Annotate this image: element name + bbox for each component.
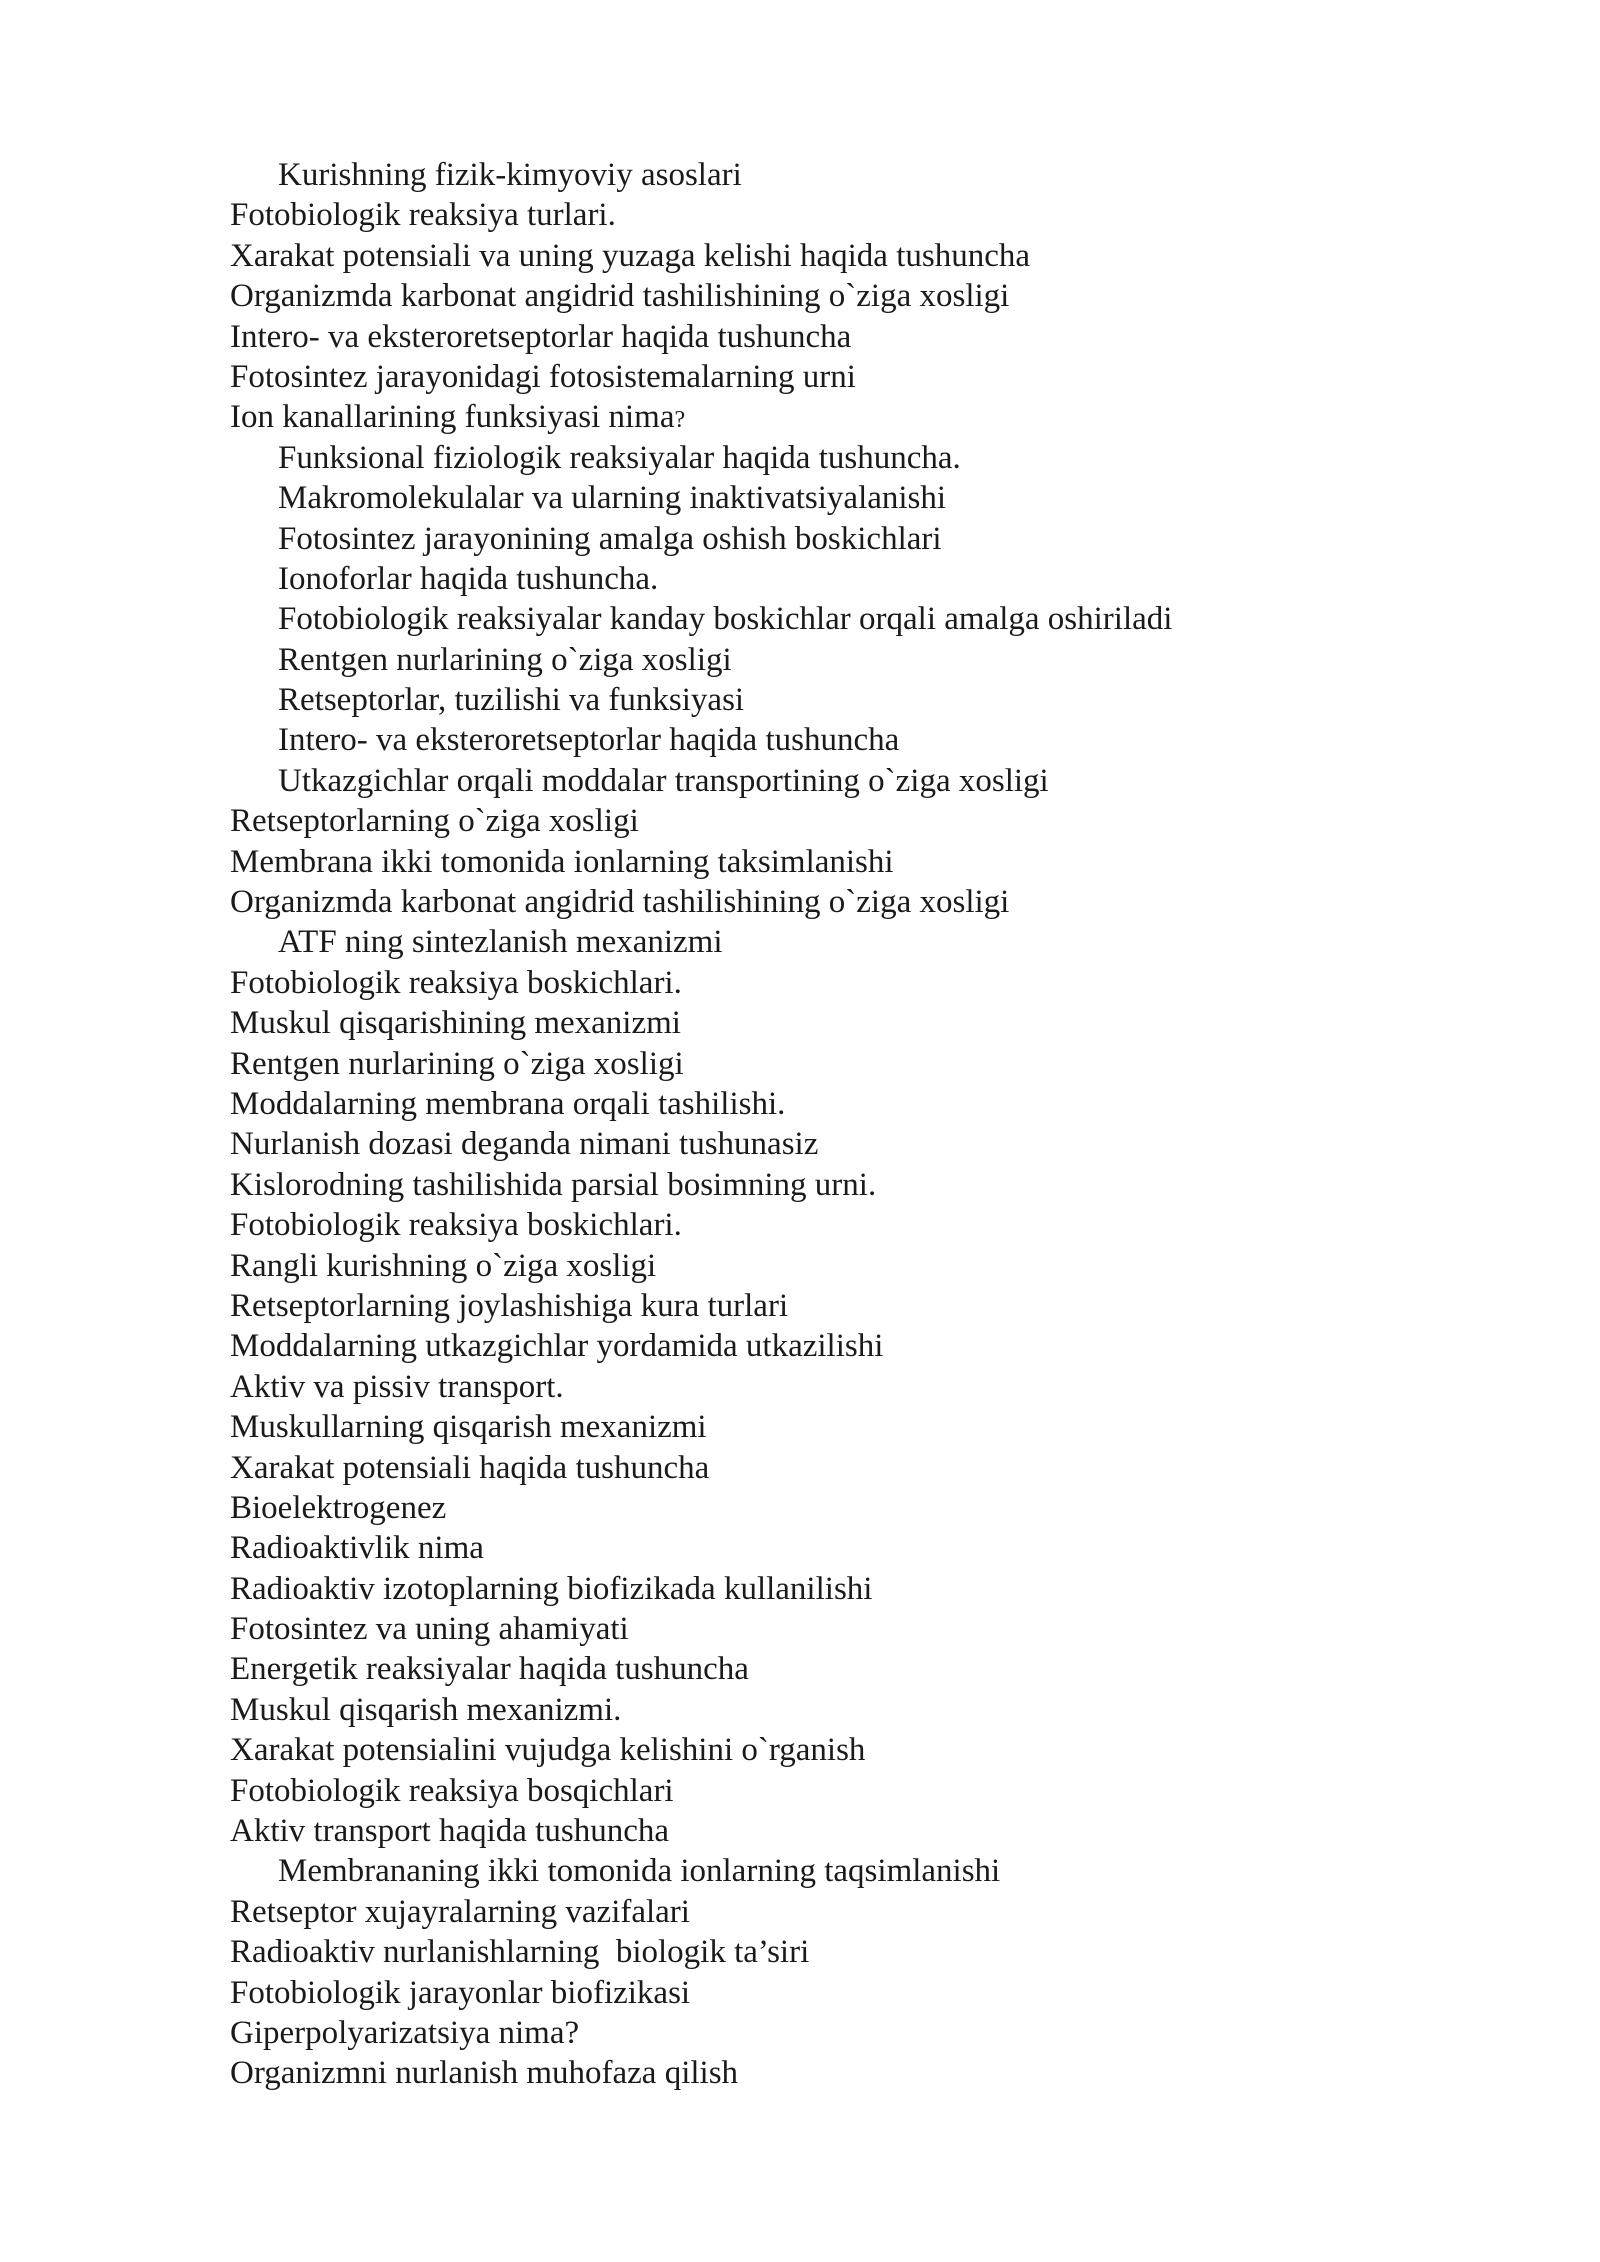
topic-text: Intero- va eksteroretseptorlar haqida tushuncha [230,318,852,355]
topic-line [230,599,1172,639]
topic-text: Retseptorlarning o`ziga xosligi [230,803,639,840]
topic-line [230,1649,1172,1689]
topic-line [230,1528,1172,1568]
topic-text: Fotobiologik reaksiyalar kanday boskichlar orqali amalga oshiriladi [278,601,1173,638]
topic-text: Rentgen nurlarining o`ziga xosligi [230,1045,684,1082]
topic-line [230,1730,1172,1770]
topic-text: Membrananing ikki tomonida ionlarning taqsimlanishi [278,1853,1001,1890]
topic-text: Radioaktivlik nima [230,1530,484,1567]
topic-line [230,276,1172,316]
topic-line [230,640,1172,680]
topic-line [230,236,1172,276]
topic-text: Fotosintez jarayonining amalga oshish boskichlari [278,520,942,557]
topic-line [230,1932,1172,1972]
topic-text: Kislorodning tashilishida parsial bosimning urni. [230,1166,877,1203]
topic-text: Kurishning fizik-kimyoviy asoslari [278,157,742,193]
topic-text: Aktiv transport haqida tushuncha [230,1813,669,1850]
topic-text: Intero- va eksteroretseptorlar haqida tushuncha [278,722,900,759]
topic-line [230,922,1172,962]
topic-line [230,1690,1172,1730]
topic-line [230,1973,1172,2013]
topic-line [230,438,1172,478]
topic-line [230,1286,1172,1326]
topic-text: Organizmda karbonat angidrid tashilishining o`ziga xosligi [230,884,1010,921]
question-mark: ? [674,407,686,434]
topic-text: Bioelektrogenez [230,1489,447,1526]
topic-line [230,963,1172,1003]
topic-line [230,155,1172,195]
topic-line [230,1326,1172,1366]
topic-line [230,519,1172,559]
topic-text: Organizmni nurlanish muhofaza qilish [230,2055,739,2092]
topic-text: Fotobiologik reaksiya boskichlari. [230,1207,682,1244]
topic-text: Organizmda karbonat angidrid tashilishining o`ziga xosligi [230,278,1010,315]
topic-line [230,1003,1172,1043]
topic-text: Fotobiologik jarayonlar biofizikasi [230,1974,691,2011]
topic-text: Makromolekulalar va ularning inaktivatsiyalanishi [278,480,947,517]
topic-text: Utkazgichlar orqali moddalar transportining o`ziga xosligi [278,762,1049,799]
topic-text: Xarakat potensiali haqida tushuncha [230,1449,710,1486]
topic-line [230,761,1172,801]
topic-text: Radioaktiv izotoplarning biofizikada kullanilishi [230,1570,873,1607]
topic-text: Xarakat potensialini vujudga kelishini o`rganish [230,1732,866,1769]
topic-line [230,720,1172,760]
topic-line [230,195,1172,235]
topic-text: Muskul qisqarish mexanizmi. [230,1691,622,1728]
topic-text: Moddalarning utkazgichlar yordamida utkazilishi [230,1328,884,1365]
topic-text: Muskul qisqarishining mexanizmi [230,1005,681,1042]
topic-text: Membrana ikki tomonida ionlarning taksimlanishi [230,843,894,880]
topic-line [230,317,1172,357]
topic-line [230,1448,1172,1488]
topic-line [230,559,1172,599]
topic-text: Rentgen nurlarining o`ziga xosligi [278,641,732,678]
topic-text: Muskullarning qisqarish mexanizmi [230,1409,707,1446]
topic-line [230,1811,1172,1851]
topic-line [230,1205,1172,1245]
topic-line [230,357,1172,397]
topic-text: Ionoforlar haqida tushuncha. [278,560,659,597]
topic-text: Fotobiologik reaksiya turlari. [230,197,616,234]
topic-text: Retseptor xujayralarning vazifalari [230,1893,690,1930]
topic-line [230,801,1172,841]
topic-line [230,2013,1172,2053]
topic-text: Funksional fiziologik reaksiyalar haqida tushuncha. [278,439,961,476]
topic-text: Ion kanallarining funksiyasi nima [230,399,675,436]
topic-text: Fotosintez va uning ahamiyati [230,1611,629,1648]
topic-list [230,155,1172,2094]
topic-line [230,1165,1172,1205]
topic-text: Retseptorlarning joylashishiga kura turlari [230,1287,789,1324]
topic-text: Fotobiologik reaksiya boskichlari. [230,964,682,1001]
topic-line [230,1488,1172,1528]
topic-text: Giperpolyarizatsiya nima? [230,2014,580,2051]
topic-line [230,882,1172,922]
topic-line [230,1044,1172,1084]
topic-line [230,1124,1172,1164]
topic-text: ATF ning sintezlanish mexanizmi [278,924,723,961]
topic-line [230,1851,1172,1891]
topic-text: Fotobiologik reaksiya bosqichlari [230,1772,674,1809]
topic-line [230,680,1172,720]
topic-line [230,1609,1172,1649]
topic-line [230,1084,1172,1124]
topic-line [230,1246,1172,1286]
topic-text: Moddalarning membrana orqali tashilishi. [230,1085,786,1122]
topic-text: Xarakat potensiali va uning yuzaga kelishi haqida tushuncha [230,237,1031,274]
topic-line [230,1407,1172,1447]
topic-line [230,1569,1172,1609]
topic-line [230,1367,1172,1407]
topic-text: Fotosintez jarayonidagi fotosistemalarning urni [230,358,856,395]
topic-line [230,397,1172,437]
topic-line [230,478,1172,518]
topic-line [230,842,1172,882]
topic-text: Energetik reaksiyalar haqida tushuncha [230,1651,749,1688]
topic-line [230,1771,1172,1811]
topic-text: Radioaktiv nurlanishlarning biologik ta’siri [230,1934,810,1971]
topic-text: Nurlanish dozasi deganda nimani tushunasiz [230,1126,819,1163]
topic-text: Rangli kurishning o`ziga xosligi [230,1247,657,1284]
topic-line [230,1892,1172,1932]
topic-text: Aktiv va pissiv transport. [230,1368,564,1405]
topic-line [230,2053,1172,2093]
topic-text: Retseptorlar, tuzilishi va funksiyasi [278,682,745,719]
